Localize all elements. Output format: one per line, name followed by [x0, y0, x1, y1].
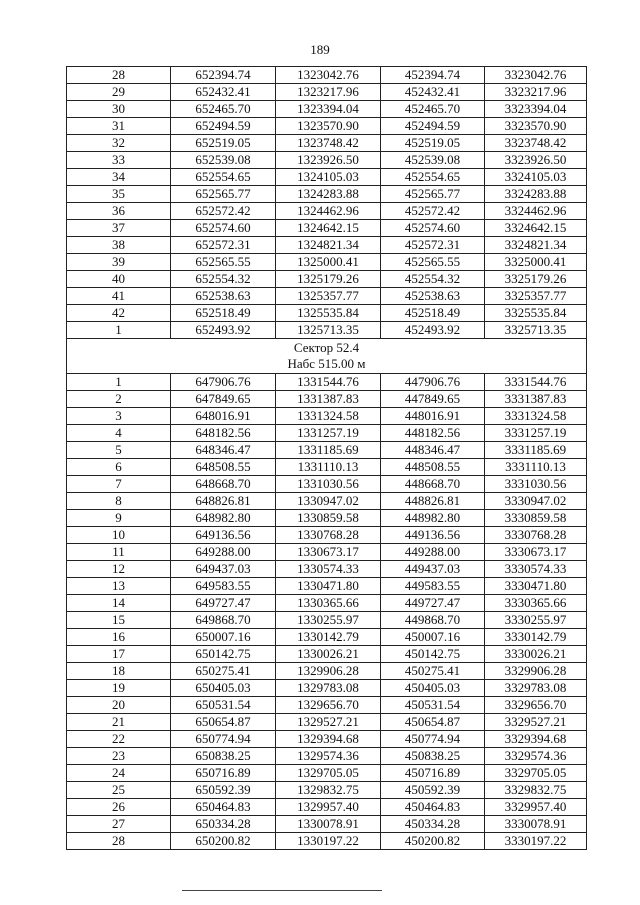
coordinate-cell: 452565.77 — [381, 186, 485, 203]
coordinate-cell: 650531.54 — [171, 697, 276, 714]
coordinate-cell: 448508.55 — [381, 459, 485, 476]
table-row — [67, 67, 587, 84]
coordinate-cell: 649868.70 — [171, 612, 276, 629]
point-number-cell: 7 — [67, 476, 171, 493]
coordinate-cell: 649288.00 — [171, 544, 276, 561]
table-row — [67, 527, 587, 544]
coordinate-cell: 1325179.26 — [276, 271, 381, 288]
coordinate-cell: 1329574.36 — [276, 748, 381, 765]
coordinate-cell: 650200.82 — [171, 833, 276, 850]
coordinate-cell: 447849.65 — [381, 391, 485, 408]
coordinate-cell: 1324462.96 — [276, 203, 381, 220]
coordinate-cell: 652565.77 — [171, 186, 276, 203]
table-row — [67, 697, 587, 714]
table-row — [67, 578, 587, 595]
point-number-cell: 1 — [67, 374, 171, 391]
coordinate-cell: 648182.56 — [171, 425, 276, 442]
coordinate-cell: 3325357.77 — [485, 288, 587, 305]
coordinate-cell: 3324283.88 — [485, 186, 587, 203]
coordinate-cell: 652432.41 — [171, 84, 276, 101]
coordinate-cell: 1330078.91 — [276, 816, 381, 833]
coordinate-cell: 450275.41 — [381, 663, 485, 680]
coordinate-cell: 452394.74 — [381, 67, 485, 84]
point-number-cell: 21 — [67, 714, 171, 731]
coordinate-cell: 1329906.28 — [276, 663, 381, 680]
table-row — [67, 305, 587, 322]
table-row — [67, 595, 587, 612]
point-number-cell: 15 — [67, 612, 171, 629]
point-number-cell: 34 — [67, 169, 171, 186]
coordinate-cell: 449868.70 — [381, 612, 485, 629]
coordinate-cell: 450405.03 — [381, 680, 485, 697]
page-number: 189 — [310, 42, 330, 57]
point-number-cell: 36 — [67, 203, 171, 220]
coordinate-cell: 448668.70 — [381, 476, 485, 493]
coordinate-cell: 1331324.58 — [276, 408, 381, 425]
coordinate-cell: 3324462.96 — [485, 203, 587, 220]
coordinate-cell: 450531.54 — [381, 697, 485, 714]
coordinate-cell: 648346.47 — [171, 442, 276, 459]
coordinate-cell: 3331110.13 — [485, 459, 587, 476]
coordinate-cell: 452539.08 — [381, 152, 485, 169]
coordinate-cell: 3330142.79 — [485, 629, 587, 646]
coordinate-cell: 650774.94 — [171, 731, 276, 748]
coordinate-cell: 452494.59 — [381, 118, 485, 135]
coordinate-cell: 1330768.28 — [276, 527, 381, 544]
coordinate-cell: 650654.87 — [171, 714, 276, 731]
coordinate-cell: 652518.49 — [171, 305, 276, 322]
point-number-cell: 22 — [67, 731, 171, 748]
point-number-cell: 17 — [67, 646, 171, 663]
coordinate-cell: 1331544.76 — [276, 374, 381, 391]
table-row — [67, 118, 587, 135]
coordinate-cell: 3324821.34 — [485, 237, 587, 254]
coordinate-cell: 648016.91 — [171, 408, 276, 425]
coordinate-cell: 448982.80 — [381, 510, 485, 527]
coordinate-cell: 452554.32 — [381, 271, 485, 288]
coordinate-cell: 3330255.97 — [485, 612, 587, 629]
table-row — [67, 612, 587, 629]
coordinate-cell: 452554.65 — [381, 169, 485, 186]
coordinate-cell: 648826.81 — [171, 493, 276, 510]
coordinate-cell: 452538.63 — [381, 288, 485, 305]
point-number-cell: 2 — [67, 391, 171, 408]
coordinate-cell: 3323926.50 — [485, 152, 587, 169]
coordinate-cell: 3330768.28 — [485, 527, 587, 544]
coordinate-cell: 649727.47 — [171, 595, 276, 612]
coordinate-cell: 652554.65 — [171, 169, 276, 186]
table-row — [67, 169, 587, 186]
point-number-cell: 9 — [67, 510, 171, 527]
coordinate-cell: 652493.92 — [171, 322, 276, 339]
coordinate-cell: 452519.05 — [381, 135, 485, 152]
point-number-cell: 26 — [67, 799, 171, 816]
coordinate-cell: 3330859.58 — [485, 510, 587, 527]
table-row — [67, 84, 587, 101]
point-number-cell: 5 — [67, 442, 171, 459]
coordinate-cell: 1330197.22 — [276, 833, 381, 850]
coordinate-cell: 3330471.80 — [485, 578, 587, 595]
coordinate-cell: 1330471.80 — [276, 578, 381, 595]
coordinate-cell: 652572.31 — [171, 237, 276, 254]
coordinate-cell: 1325535.84 — [276, 305, 381, 322]
table-row — [67, 816, 587, 833]
coordinate-cell: 450592.39 — [381, 782, 485, 799]
coordinate-cell: 1329656.70 — [276, 697, 381, 714]
rows-before-section — [67, 67, 587, 339]
coordinate-cell: 652572.42 — [171, 203, 276, 220]
coordinate-cell: 650007.16 — [171, 629, 276, 646]
point-number-cell: 42 — [67, 305, 171, 322]
coordinate-cell: 3325179.26 — [485, 271, 587, 288]
coordinate-cell: 452518.49 — [381, 305, 485, 322]
coordinate-cell: 1330255.97 — [276, 612, 381, 629]
point-number-cell: 24 — [67, 765, 171, 782]
coordinate-cell: 3329832.75 — [485, 782, 587, 799]
coordinate-cell: 1323748.42 — [276, 135, 381, 152]
coordinate-cell: 3330197.22 — [485, 833, 587, 850]
table-row — [67, 544, 587, 561]
point-number-cell: 38 — [67, 237, 171, 254]
coordinate-cell: 3329957.40 — [485, 799, 587, 816]
coordinate-cell: 3330574.33 — [485, 561, 587, 578]
point-number-cell: 16 — [67, 629, 171, 646]
point-number-cell: 3 — [67, 408, 171, 425]
coordinate-cell: 3325713.35 — [485, 322, 587, 339]
coordinate-cell: 3330365.66 — [485, 595, 587, 612]
coordinate-cell: 1323926.50 — [276, 152, 381, 169]
table-row — [67, 731, 587, 748]
coordinate-cell: 1324283.88 — [276, 186, 381, 203]
coordinate-cell: 1330673.17 — [276, 544, 381, 561]
section-title: Сектор 52.4 — [293, 340, 360, 355]
point-number-cell: 28 — [67, 833, 171, 850]
coordinate-cell: 649437.03 — [171, 561, 276, 578]
coordinate-cell: 448016.91 — [381, 408, 485, 425]
coordinate-cell: 650716.89 — [171, 765, 276, 782]
point-number-cell: 32 — [67, 135, 171, 152]
table-row — [67, 152, 587, 169]
coordinate-cell: 450007.16 — [381, 629, 485, 646]
coordinate-cell: 3324642.15 — [485, 220, 587, 237]
coordinate-cell: 1329783.08 — [276, 680, 381, 697]
point-number-cell: 33 — [67, 152, 171, 169]
point-number-cell: 41 — [67, 288, 171, 305]
table-row — [67, 186, 587, 203]
coordinate-cell: 650838.25 — [171, 748, 276, 765]
coordinate-cell: 3330947.02 — [485, 493, 587, 510]
coordinate-cell: 3329527.21 — [485, 714, 587, 731]
coordinate-cell: 3331544.76 — [485, 374, 587, 391]
coordinate-cell: 650405.03 — [171, 680, 276, 697]
coordinate-cell: 1331110.13 — [276, 459, 381, 476]
coordinate-cell: 1330142.79 — [276, 629, 381, 646]
coordinate-cell: 652394.74 — [171, 67, 276, 84]
coordinate-cell: 1324821.34 — [276, 237, 381, 254]
coordinate-cell: 1331185.69 — [276, 442, 381, 459]
coordinate-cell: 449288.00 — [381, 544, 485, 561]
coordinate-cell: 3331257.19 — [485, 425, 587, 442]
coordinate-cell: 3323570.90 — [485, 118, 587, 135]
coordinate-cell: 1330026.21 — [276, 646, 381, 663]
section-height: Набс 515.00 м — [287, 356, 366, 371]
coordinate-cell: 3329394.68 — [485, 731, 587, 748]
point-number-cell: 30 — [67, 101, 171, 118]
coordinate-cell: 447906.76 — [381, 374, 485, 391]
table-row — [67, 663, 587, 680]
coordinate-cell: 3323042.76 — [485, 67, 587, 84]
coordinate-cell: 652538.63 — [171, 288, 276, 305]
coordinate-cell: 3329574.36 — [485, 748, 587, 765]
coordinate-cell: 452574.60 — [381, 220, 485, 237]
point-number-cell: 25 — [67, 782, 171, 799]
point-number-cell: 18 — [67, 663, 171, 680]
point-number-cell: 4 — [67, 425, 171, 442]
coordinate-cell: 1331387.83 — [276, 391, 381, 408]
coordinate-cell: 647906.76 — [171, 374, 276, 391]
coordinate-cell: 3325535.84 — [485, 305, 587, 322]
coordinate-cell: 449437.03 — [381, 561, 485, 578]
coordinate-cell: 652465.70 — [171, 101, 276, 118]
table-row — [67, 782, 587, 799]
section-cell — [67, 339, 587, 374]
point-number-cell: 1 — [67, 322, 171, 339]
coordinate-cell: 1331030.56 — [276, 476, 381, 493]
coordinate-cell: 652539.08 — [171, 152, 276, 169]
coordinate-cell: 452432.41 — [381, 84, 485, 101]
coordinate-cell: 452565.55 — [381, 254, 485, 271]
coordinate-cell: 3323748.42 — [485, 135, 587, 152]
coordinate-cell: 3329705.05 — [485, 765, 587, 782]
point-number-cell: 10 — [67, 527, 171, 544]
table-row — [67, 271, 587, 288]
coordinate-cell: 3329783.08 — [485, 680, 587, 697]
coordinate-cell: 648508.55 — [171, 459, 276, 476]
coordinate-cell: 452493.92 — [381, 322, 485, 339]
coordinate-cell: 450654.87 — [381, 714, 485, 731]
table-row — [67, 203, 587, 220]
point-number-cell: 29 — [67, 84, 171, 101]
coordinate-cell: 650334.28 — [171, 816, 276, 833]
coordinate-cell: 450716.89 — [381, 765, 485, 782]
point-number-cell: 11 — [67, 544, 171, 561]
coordinate-cell: 1323570.90 — [276, 118, 381, 135]
table-row — [67, 561, 587, 578]
point-number-cell: 35 — [67, 186, 171, 203]
coordinate-cell: 3331185.69 — [485, 442, 587, 459]
point-number-cell: 13 — [67, 578, 171, 595]
coordinate-cell: 3330673.17 — [485, 544, 587, 561]
table-row — [67, 254, 587, 271]
coordinate-cell: 3324105.03 — [485, 169, 587, 186]
footer-rule — [182, 890, 382, 891]
table-row — [67, 374, 587, 391]
coordinate-cell: 452572.42 — [381, 203, 485, 220]
coordinate-cell: 1325357.77 — [276, 288, 381, 305]
coordinate-cell: 452572.31 — [381, 237, 485, 254]
coordinate-cell: 448826.81 — [381, 493, 485, 510]
point-number-cell: 12 — [67, 561, 171, 578]
coordinate-cell: 652519.05 — [171, 135, 276, 152]
table-row — [67, 629, 587, 646]
point-number-cell: 39 — [67, 254, 171, 271]
coordinate-cell: 649136.56 — [171, 527, 276, 544]
coordinate-cell: 1330365.66 — [276, 595, 381, 612]
coordinates-table — [66, 66, 587, 850]
table-row — [67, 408, 587, 425]
coordinate-cell: 3323394.04 — [485, 101, 587, 118]
section-header — [67, 339, 587, 374]
table-row — [67, 288, 587, 305]
coordinate-cell: 652494.59 — [171, 118, 276, 135]
coordinate-cell: 450464.83 — [381, 799, 485, 816]
coordinate-cell: 1323217.96 — [276, 84, 381, 101]
coordinate-cell: 650275.41 — [171, 663, 276, 680]
coordinate-cell: 1323042.76 — [276, 67, 381, 84]
table-row — [67, 799, 587, 816]
point-number-cell: 28 — [67, 67, 171, 84]
table-row — [67, 510, 587, 527]
coordinate-cell: 450200.82 — [381, 833, 485, 850]
coordinate-cell: 652574.60 — [171, 220, 276, 237]
coordinate-cell: 448346.47 — [381, 442, 485, 459]
coordinate-cell: 1324105.03 — [276, 169, 381, 186]
coordinate-cell: 3325000.41 — [485, 254, 587, 271]
coordinate-cell: 1329957.40 — [276, 799, 381, 816]
table-row — [67, 493, 587, 510]
table-row — [67, 101, 587, 118]
point-number-cell: 40 — [67, 271, 171, 288]
coordinate-cell: 1325000.41 — [276, 254, 381, 271]
point-number-cell: 19 — [67, 680, 171, 697]
coordinate-cell: 650464.83 — [171, 799, 276, 816]
coordinate-cell: 1330859.58 — [276, 510, 381, 527]
coordinate-cell: 3331387.83 — [485, 391, 587, 408]
coordinate-cell: 450142.75 — [381, 646, 485, 663]
table-row — [67, 425, 587, 442]
table-row — [67, 714, 587, 731]
coordinate-cell: 452465.70 — [381, 101, 485, 118]
point-number-cell: 20 — [67, 697, 171, 714]
table-row — [67, 476, 587, 493]
point-number-cell: 31 — [67, 118, 171, 135]
coordinate-cell: 450774.94 — [381, 731, 485, 748]
table-row — [67, 135, 587, 152]
coordinate-cell: 1330947.02 — [276, 493, 381, 510]
coordinate-cell: 1329705.05 — [276, 765, 381, 782]
coordinate-cell: 650142.75 — [171, 646, 276, 663]
coordinate-cell: 647849.65 — [171, 391, 276, 408]
table-row — [67, 220, 587, 237]
table-row — [67, 748, 587, 765]
coordinate-cell: 450838.25 — [381, 748, 485, 765]
table-row — [67, 322, 587, 339]
coordinate-cell: 450334.28 — [381, 816, 485, 833]
point-number-cell: 8 — [67, 493, 171, 510]
point-number-cell: 23 — [67, 748, 171, 765]
coordinate-cell: 3331030.56 — [485, 476, 587, 493]
coordinate-cell: 448182.56 — [381, 425, 485, 442]
point-number-cell: 37 — [67, 220, 171, 237]
table-row — [67, 442, 587, 459]
coordinate-cell: 1331257.19 — [276, 425, 381, 442]
coordinate-cell: 3323217.96 — [485, 84, 587, 101]
coordinate-cell: 652565.55 — [171, 254, 276, 271]
point-number-cell: 14 — [67, 595, 171, 612]
coordinate-cell: 652554.32 — [171, 271, 276, 288]
table-row — [67, 237, 587, 254]
coordinate-cell: 1325713.35 — [276, 322, 381, 339]
table-row — [67, 646, 587, 663]
coordinate-cell: 3330026.21 — [485, 646, 587, 663]
table-row — [67, 459, 587, 476]
coordinate-cell: 648668.70 — [171, 476, 276, 493]
table-row — [67, 833, 587, 850]
table-row — [67, 680, 587, 697]
coordinate-cell: 650592.39 — [171, 782, 276, 799]
coordinate-cell: 449727.47 — [381, 595, 485, 612]
coordinate-cell: 449136.56 — [381, 527, 485, 544]
coordinate-cell: 1329832.75 — [276, 782, 381, 799]
rows-after-section — [67, 374, 587, 850]
coordinate-cell: 3329656.70 — [485, 697, 587, 714]
coordinate-cell: 3331324.58 — [485, 408, 587, 425]
coordinate-cell: 1324642.15 — [276, 220, 381, 237]
coordinate-cell: 649583.55 — [171, 578, 276, 595]
coordinate-cell: 3329906.28 — [485, 663, 587, 680]
coordinate-cell: 3330078.91 — [485, 816, 587, 833]
table-row — [67, 391, 587, 408]
point-number-cell: 27 — [67, 816, 171, 833]
coordinate-cell: 1329394.68 — [276, 731, 381, 748]
coordinate-cell: 648982.80 — [171, 510, 276, 527]
point-number-cell: 6 — [67, 459, 171, 476]
coordinate-cell: 449583.55 — [381, 578, 485, 595]
section-row — [67, 339, 587, 374]
table-row — [67, 765, 587, 782]
coordinate-cell: 1323394.04 — [276, 101, 381, 118]
coordinate-cell: 1330574.33 — [276, 561, 381, 578]
coordinate-cell: 1329527.21 — [276, 714, 381, 731]
